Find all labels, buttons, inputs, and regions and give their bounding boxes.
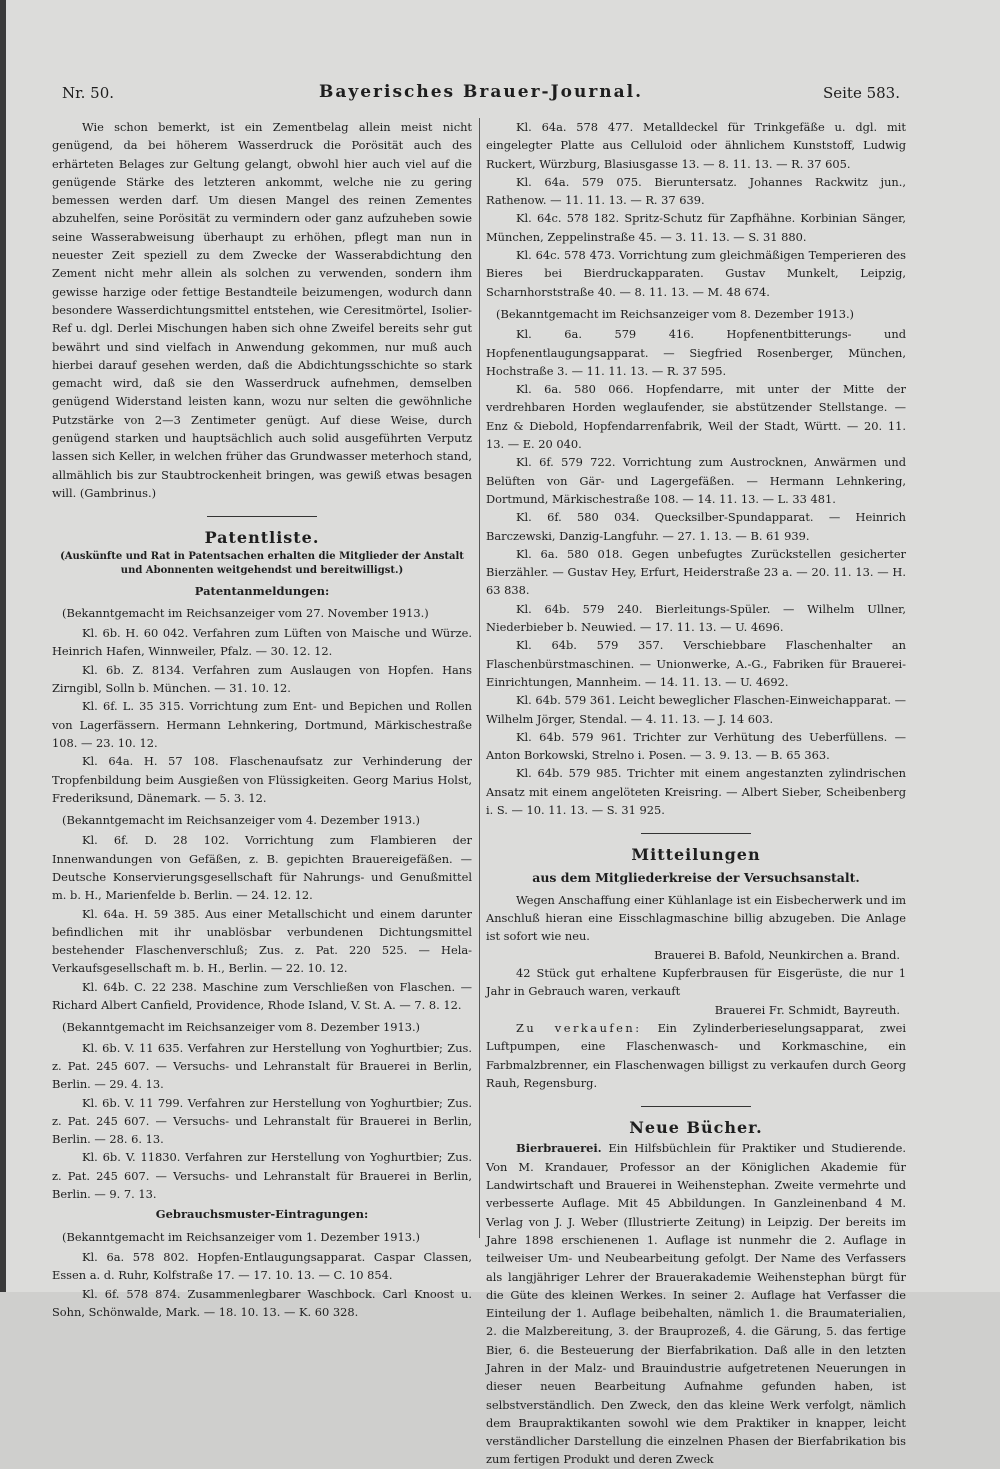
announcements-heading: Mitteilungen [631, 845, 761, 865]
article-paragraph: Wie schon bemerkt, ist ein Zementbelag allein meist nicht genügend, da bei höherem Wasserdruck die Porösität auch des erhärteten Belages zur Geltung gelangt, obwohl hier auch viel auf die genügende Stärke des letzteren ankommt, welche nie zu gering bemessen werden darf. Um diesen Mangel des reinen Zementes abzuhelfen, seine Porösität zu vermindern oder ganz aufzuheben sowie seine Wasserabweisung überhaupt zu erhöhen, pflegt man nun in neuester Zeit speziell zu dem Zwecke der Wasserabdichtung den Zement nicht mehr allein als solchen zu verwenden, sondern ihm gewisse harzige oder fettige Bestandteile beizumengen, wodurch dann besondere Wasserdichtungsmittel entstehen, wie Ceresitmörtel, Isolier-Ref u. dgl. Derlei Mischungen haben sich ohne Zweifel bereits sehr gut bewährt und sind vielfach in Anwendung gekommen, nur muß auch hierbei darauf gesehen werden, daß die Abdichtungsschichte so stark gemacht wird, daß sie den Wasserdruck aufnehmen, demselben genügend Widerstand leisten kann, wozu nur selten die gewöhnliche Putzstärke von 2—3 Zentimeter genügt. Auf diese Weise, durch genügend starken und hauptsächlich auch solid ausgeführten Verputz lassen sich Keller, in welchen früher das Grundwasser meterhoch stand, allmählich bis zur Staubtrockenheit bringen, was gewiß etwas besagen will. (Gambrinus.) [52, 120, 472, 500]
patent-applications-heading: Patentanmeldungen: [194, 583, 330, 598]
utility-model-entry: Kl. 6f. 580 034. Quecksilber-Spundapparat. — Heinrich Barczewski, Danzig-Langfuhr. — 27. 1. 13. — B. 61 939. [486, 510, 906, 543]
patent-entry: Kl. 64a. H. 57 108. Flaschenaufsatz zur Verhinderung der Tropfenbildung beim Ausgießen von Flüssigkeiten. Georg Marius Holst, Frederiksund, Dänemark. — 5. 3. 12. [52, 754, 472, 805]
announcement-text: 42 Stück gut erhaltene Kupferbrausen für Eisgerüste, die nur 1 Jahr in Gebrauch waren, verkauft [486, 966, 906, 999]
column-divider [479, 118, 480, 1238]
right-column [486, 118, 906, 1469]
patent-entry: Kl. 64b. C. 22 238. Maschine zum Verschließen von Flaschen. — Richard Albert Canfield, Providence, Rhode Island, V. St. A. — 7. 8. 12. [52, 979, 472, 1013]
patent-entry: Kl. 6f. D. 28 102. Vorrichtung zum Flambieren der Innenwandungen von Gefäßen, z. B. gepichten Brauereigefäßen. — Deutsche Konservierungsgesellschaft für Nahrungs- und Genußmittel m. b. H., Marienfelde b. Berlin. — 24. 12. 12. [52, 833, 472, 903]
for-sale-text: Ein Zylinderberieselungsapparat, zwei Luftpumpen, eine Flaschenwasch- und Korkmaschine, ein Farbmalzbrenner, ein Flaschenwagen billigst zu verkaufen durch Georg Rauh, Regensburg. [486, 1020, 907, 1090]
patent-entry: Kl. 6b. H. 60 042. Verfahren zum Lüften von Maische und Würze. Heinrich Hafen, Winnweiler, Pfalz. — 30. 12. 12. [52, 626, 472, 659]
utility-model-entry: Kl. 6a. 579 416. Hopfenentbitterungs- und Hopfenentlaugungsapparat. — Siegfried Rosenberger, München, Hochstraße 3. — 11. 11. 13. — R. 37 595. [486, 327, 906, 378]
announcement-text [486, 1019, 906, 1092]
page-header [62, 82, 900, 108]
utility-model-entry: Kl. 64b. 579 985. Trichter mit einem angestanzten zylindrischen Ansatz mit einem angelöteten Kreisring. — Albert Sieber, Scheibenberg i. S. — 10. 11. 13. — S. 31 925. [486, 766, 906, 817]
announcements-subheading: aus dem Mitgliederkreise der Versuchsanstalt. [532, 869, 860, 885]
announcement-text: Wegen Anschaffung einer Kühlanlage ist ein Eisbecherwerk und im Anschluß hieran eine Eisschlagmaschine billig abzugeben. Die Anlage ist sofort wie neu. [486, 892, 906, 944]
section-separator [641, 1106, 751, 1107]
book-review [486, 1139, 906, 1468]
utility-model-entry: Kl. 6a. 580 066. Hopfendarre, mit unter der Mitte der verdrehbaren Horden weglaufender, sie abstützender Stellstange. — Enz & Diebold, Hopfendarrenfabrik, Weil der Stadt, Württ. — 20. 11. 13. — E. 20 040. [486, 382, 906, 452]
book-title: Bierbrauerei. [516, 1141, 602, 1156]
patent-entry: Kl. 6b. V. 11 635. Verfahren zur Herstellung von Yoghurtbier; Zus. z. Pat. 245 607. — Versuchs- und Lehranstalt für Brauerei in Berlin, Berlin. — 29. 4. 13. [52, 1040, 472, 1092]
utility-model-entry: Kl. 64c. 578 182. Spritz-Schutz für Zapfhähne. Korbinian Sänger, München, Zeppelinstraße 45. — 3. 11. 13. — S. 31 880. [486, 211, 906, 244]
publication-notice: (Bekanntgemacht im Reichsanzeiger vom 8. Dezember 1913.) [62, 1020, 421, 1035]
utility-model-entry: Kl. 64b. 579 357. Verschiebbare Flaschenhalter an Flaschenbürstmaschinen. — Unionwerke, A.-G., Fabriken für Brauerei-Einrichtungen, Mannheim. — 14. 11. 13. — U. 4692. [486, 638, 906, 689]
utility-model-entry: Kl. 64b. 579 361. Leicht beweglicher Flaschen-Einweichapparat. — Wilhelm Jörger, Stendal. — 4. 11. 13. — J. 14 603. [486, 693, 906, 726]
announcement-signature: Brauerei B. Bafold, Neunkirchen a. Brand. [654, 947, 900, 962]
utility-model-entry: Kl. 64a. 579 075. Bieruntersatz. Johannes Rackwitz jun., Rathenow. — 11. 11. 13. — R. 37 639. [486, 174, 906, 208]
patent-entry: Kl. 6f. L. 35 315. Vorrichtung zum Ent- und Bepichen und Rollen von Lagerfässern. Hermann Lehnkering, Dortmund, Märkischestraße 108. — 23. 10. 12. [52, 699, 472, 750]
patent-list-heading: Patentliste. [204, 528, 320, 548]
publication-notice: (Bekanntgemacht im Reichsanzeiger vom 4. Dezember 1913.) [62, 813, 421, 828]
book-review-text: Ein Hilfsbüchlein für Praktiker und Studierende. Von M. Krandauer, Professor an der Königlichen Akademie für Landwirtschaft und Brauerei in Weihenstephan. Zweite vermehrte und verbesserte Auflage. Mit 45 Abbildungen. In Ganzleinenband 4 M. Verlag von J. J. Weber (Illustrierte Zeitung) in Leipzig. Der bereits im Jahre 1898 erschienenen 1. Auflage ist nunmehr die 2. Auflage in teilweiser Um- und Neubearbeitung gefolgt. Der Name des Verfassers als langjähriger Lehrer der Brauerakademie Weihenstephan bürgt für die Güte des kleinen Werkes. In seiner 2. Auflage hat Verfasser die Einteilung der 1. Auflage beibehalten, nämlich 1. die Braumaterialien, 2. die Malzbereitung, 3. der Brauprozeß, 4. die Gärung, 5. das fertige Bier, 6. die Besteuerung der Bierfabrikation. Daß alle in den letzten Jahren in der Malz- und Brauindustrie aufgetretenen Neuerungen in dieser neuen Bearbeitung Aufnahme gefunden haben, ist selbstverständlich. Den Zweck, den das kleine Werk verfolgt, nämlich dem Braupraktikanten sowohl wie dem Praktiker in knapper, leicht verständlicher Darstellung die einzelnen Phasen der Bierfabrikation bis zum fertigen Produkt und deren Zweck [486, 1141, 906, 1467]
utility-model-heading: Gebrauchsmuster-Eintragungen: [155, 1207, 369, 1222]
for-sale-label: Zu verkaufen: [516, 1020, 642, 1035]
page-spine-edge [0, 0, 6, 1292]
utility-model-entry: Kl. 64c. 578 473. Vorrichtung zum gleichmäßigen Temperieren des Bieres bei Bierdruckapparaten. Gustav Munkelt, Leipzig, Scharnhorststraße 40. — 8. 11. 13. — M. 48 674. [486, 248, 906, 299]
patent-entry: Kl. 6b. V. 11 799. Verfahren zur Herstellung von Yoghurtbier; Zus. z. Pat. 245 607. — Versuchs- und Lehranstalt für Brauerei in Berlin, Berlin. — 28. 6. 13. [52, 1095, 472, 1147]
section-separator [641, 833, 751, 834]
left-column [52, 118, 472, 1321]
journal-title: Bayerisches Brauer-Journal. [318, 82, 644, 102]
utility-model-entry: Kl. 6a. 580 018. Gegen unbefugtes Zurückstellen gesicherter Bierzähler. — Gustav Hey, Erfurt, Heiderstraße 23 a. — 20. 11. 13. — H. 63 838. [486, 546, 906, 598]
new-books-heading: Neue Bücher. [629, 1118, 763, 1138]
publication-notice: (Bekanntgemacht im Reichsanzeiger vom 27. November 1913.) [62, 605, 429, 620]
utility-model-entry: Kl. 64b. 579 961. Trichter zur Verhütung des Ueberfüllens. — Anton Borkowski, Strelno i. Posen. — 3. 9. 13. — B. 65 363. [486, 729, 906, 763]
utility-model-entry: Kl. 6f. 579 722. Vorrichtung zum Austrocknen, Anwärmen und Belüften von Gär- und Lagergefäßen. — Hermann Lehnkering, Dortmund, Märkischestraße 108. — 14. 11. 13. — L. 33 481. [486, 455, 906, 506]
page-number: Seite 583. [822, 84, 900, 102]
patent-entry: Kl. 6b. V. 11830. Verfahren zur Herstellung von Yoghurtbier; Zus. z. Pat. 245 607. — Versuchs- und Lehranstalt für Brauerei in Berlin, Berlin. — 9. 7. 13. [52, 1150, 472, 1202]
patent-entry: Kl. 6b. Z. 8134. Verfahren zum Auslaugen von Hopfen. Hans Zirngibl, Solln b. München. — 31. 10. 12. [52, 662, 472, 696]
announcement-signature: Brauerei Fr. Schmidt, Bayreuth. [714, 1002, 900, 1017]
utility-model-entry: Kl. 64b. 579 240. Bierleitungs-Spüler. — Wilhelm Ullner, Niederbieber b. Neuwied. — 17. 11. 13. — U. 4696. [486, 601, 906, 635]
patent-list-note: (Auskünfte und Rat in Patentsachen erhalten die Mitglieder der Anstalt und Abonnenten weitgehendst und bereitwilligst.) [60, 550, 464, 576]
utility-model-entry: Kl. 6a. 578 802. Hopfen-Entlaugungsapparat. Caspar Classen, Essen a. d. Ruhr, Kolfstraße 17. — 17. 10. 13. — C. 10 854. [52, 1249, 472, 1283]
patent-entry: Kl. 64a. H. 59 385. Aus einer Metallschicht und einem darunter befindlichen mit ihr unablösbar verbundenen Dichtungsmittel bestehender Flaschenverschluß; Zus. z. Pat. 220 525. — Hela-Verkaufsgesellschaft m. b. H., Berlin. — 22. 10. 12. [52, 906, 472, 976]
publication-notice: (Bekanntgemacht im Reichsanzeiger vom 1. Dezember 1913.) [62, 1229, 421, 1244]
utility-model-entry: Kl. 64a. 578 477. Metalldeckel für Trinkgefäße u. dgl. mit eingelegter Platte aus Celluloid oder ähnlichem Kunststoff, Ludwig Ruckert, Würzburg, Blasiusgasse 13. — 8. 11. 13. — R. 37 605. [486, 120, 906, 171]
issue-number: Nr. 50. [62, 84, 115, 102]
publication-notice: (Bekanntgemacht im Reichsanzeiger vom 8. Dezember 1913.) [496, 306, 855, 321]
section-separator [207, 516, 317, 517]
utility-model-entry: Kl. 6f. 578 874. Zusammenlegbarer Waschbock. Carl Knoost u. Sohn, Schönwalde, Mark. — 18. 10. 13. — K. 60 328. [52, 1286, 472, 1319]
